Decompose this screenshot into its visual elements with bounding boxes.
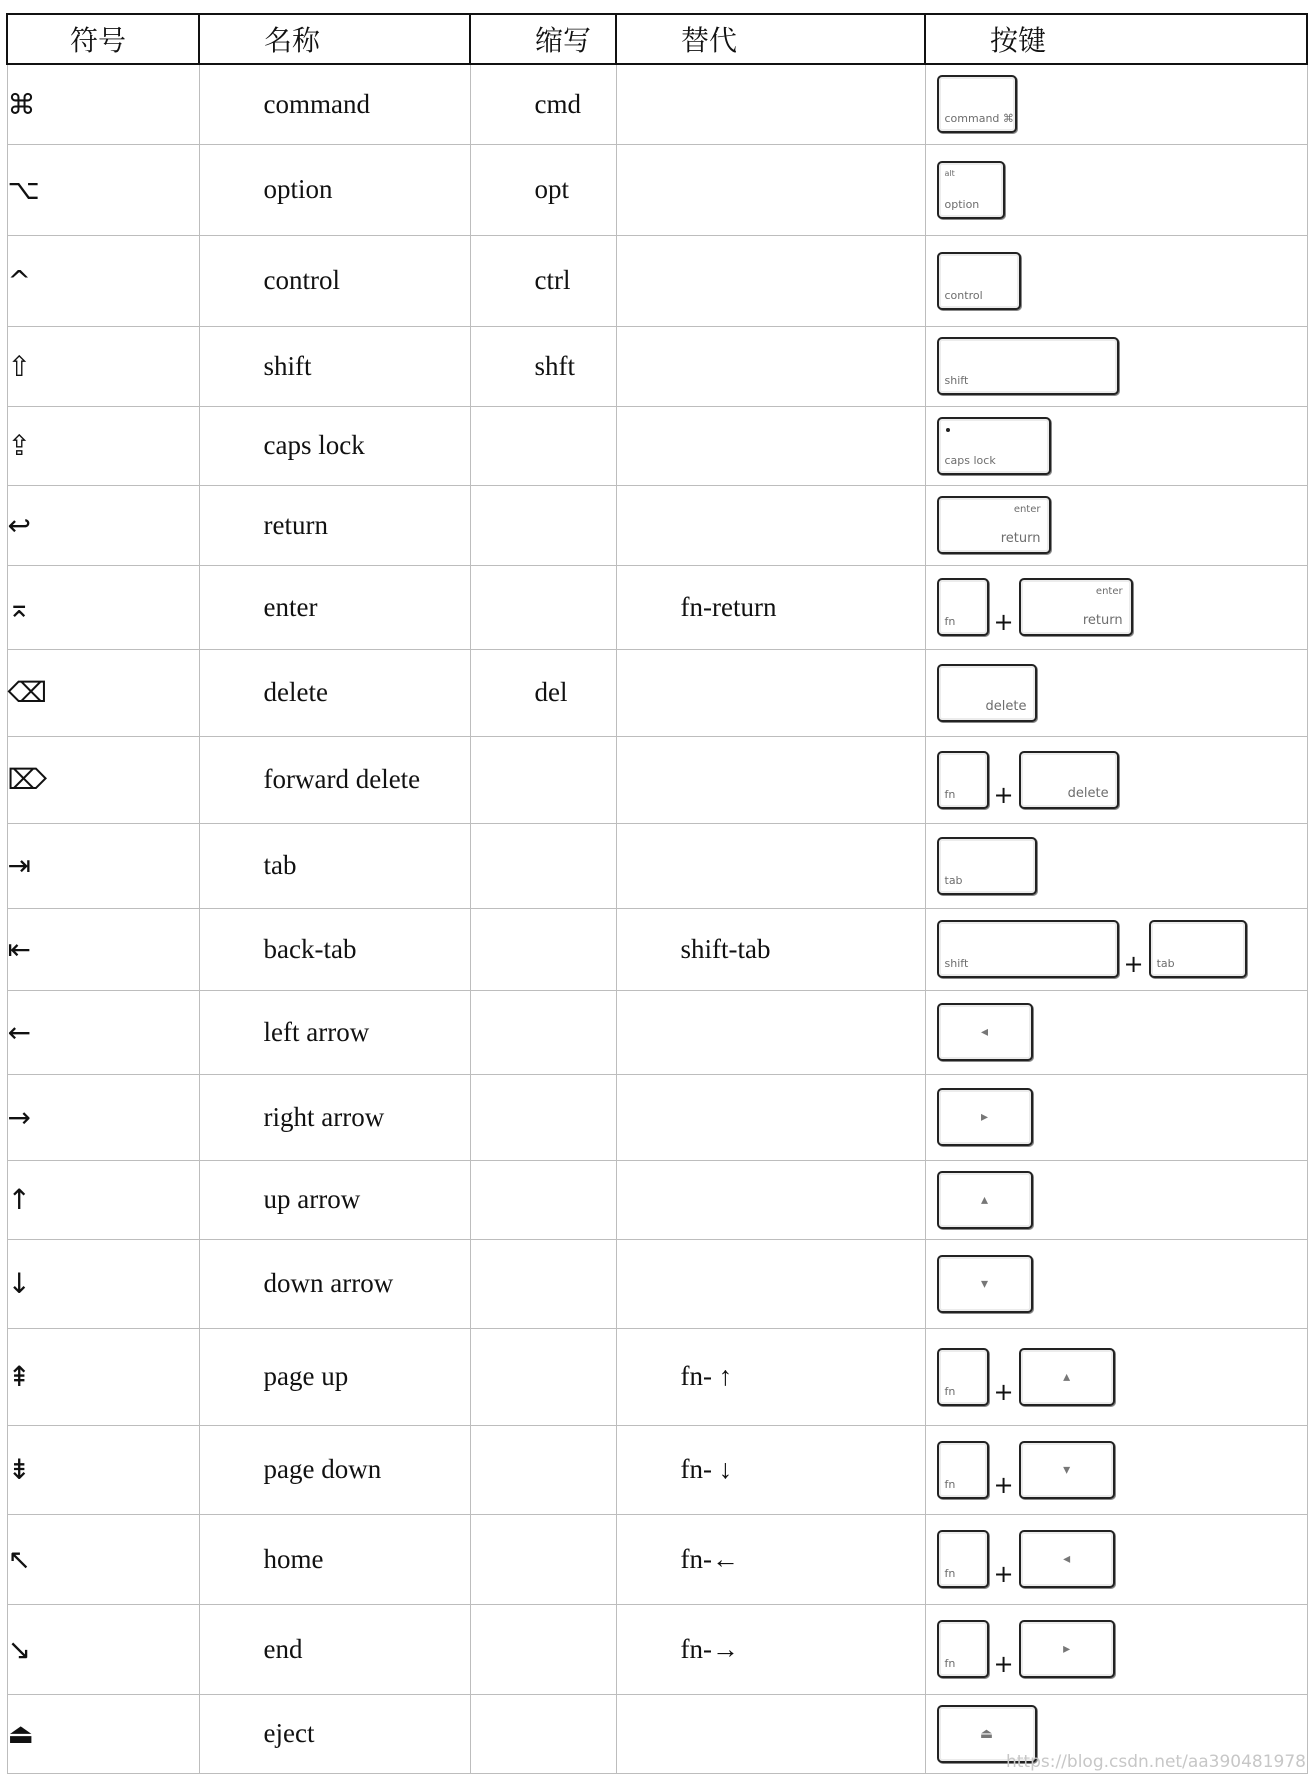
key-label: delete bbox=[985, 698, 1027, 714]
alt-cell: fn-→ bbox=[616, 1604, 925, 1694]
keycap-tab2 bbox=[1149, 920, 1247, 978]
abbr-cell bbox=[470, 1604, 616, 1694]
alt-cell: fn- ↓ bbox=[616, 1425, 925, 1514]
abbr-cell bbox=[470, 1239, 616, 1328]
table-row bbox=[7, 1239, 1307, 1328]
table-row bbox=[7, 1604, 1307, 1694]
keycap-del bbox=[1019, 751, 1119, 809]
key-label: tab bbox=[1156, 957, 1175, 970]
key-glyph-icon: ▾ bbox=[980, 1275, 989, 1292]
header-keys: 按键 bbox=[925, 14, 1307, 64]
key-combo bbox=[937, 664, 1307, 722]
key-label: delete bbox=[1067, 785, 1109, 801]
keycap-del bbox=[937, 664, 1037, 722]
key-label: return bbox=[1000, 531, 1041, 546]
table-row bbox=[7, 823, 1307, 908]
key-combo bbox=[937, 578, 1307, 636]
abbr-cell bbox=[470, 736, 616, 823]
key-top-label: enter bbox=[1095, 586, 1123, 597]
key-label: return bbox=[1082, 613, 1123, 628]
name-cell: up arrow bbox=[199, 1160, 470, 1239]
symbol-cell: ⇥ bbox=[7, 823, 199, 908]
key-combo bbox=[937, 75, 1307, 133]
keycap-tab bbox=[937, 837, 1037, 895]
keys-cell bbox=[925, 1074, 1307, 1160]
keys-cell bbox=[925, 736, 1307, 823]
table-row bbox=[7, 1328, 1307, 1425]
table-row bbox=[7, 144, 1307, 235]
key-glyph-icon: ◂ bbox=[980, 1024, 989, 1040]
keys-cell bbox=[925, 823, 1307, 908]
key-top-label: enter bbox=[1013, 504, 1041, 515]
key-label: control bbox=[944, 288, 983, 302]
keycap-opt bbox=[937, 161, 1005, 219]
alt-cell: fn- ↑ bbox=[616, 1328, 925, 1425]
keys-cell bbox=[925, 990, 1307, 1074]
name-cell: down arrow bbox=[199, 1239, 470, 1328]
key-combo bbox=[937, 417, 1307, 475]
table-header-row bbox=[7, 14, 1307, 64]
keys-cell bbox=[925, 144, 1307, 235]
keycap-arr bbox=[937, 1255, 1033, 1313]
abbr-cell bbox=[470, 565, 616, 649]
key-label: caps lock bbox=[944, 453, 996, 467]
symbol-cell: ⇞ bbox=[7, 1328, 199, 1425]
key-label: fn bbox=[944, 787, 956, 801]
name-cell: control bbox=[199, 235, 470, 326]
symbol-cell: ⇟ bbox=[7, 1425, 199, 1514]
key-label: fn bbox=[944, 1567, 956, 1580]
name-cell: back-tab bbox=[199, 908, 470, 990]
keys-cell bbox=[925, 326, 1307, 406]
symbol-cell: ⇪ bbox=[7, 406, 199, 485]
symbol-cell: ⇤ bbox=[7, 908, 199, 990]
alt-cell bbox=[616, 1239, 925, 1328]
keycap-fn bbox=[937, 1530, 989, 1588]
key-combo bbox=[937, 920, 1307, 978]
name-cell: page down bbox=[199, 1425, 470, 1514]
key-glyph-icon: ▴ bbox=[980, 1191, 989, 1208]
key-combo bbox=[937, 1003, 1307, 1061]
abbr-cell: del bbox=[470, 649, 616, 736]
keycap-shift bbox=[937, 920, 1119, 978]
keys-cell bbox=[925, 649, 1307, 736]
table-row bbox=[7, 736, 1307, 823]
keycap-arr bbox=[937, 1088, 1033, 1146]
name-cell: eject bbox=[199, 1694, 470, 1773]
alt-cell: fn-return bbox=[616, 565, 925, 649]
name-cell: home bbox=[199, 1514, 470, 1604]
table-row bbox=[7, 326, 1307, 406]
abbr-cell bbox=[470, 1514, 616, 1604]
name-cell: enter bbox=[199, 565, 470, 649]
key-combo bbox=[937, 1255, 1307, 1313]
abbr-cell bbox=[470, 990, 616, 1074]
key-label: shift bbox=[944, 957, 969, 970]
table-row bbox=[7, 1514, 1307, 1604]
alt-cell: shift-tab bbox=[616, 908, 925, 990]
symbol-cell: ⌘ bbox=[7, 64, 199, 144]
keycap-arr bbox=[1019, 1441, 1115, 1499]
key-combo bbox=[937, 252, 1307, 310]
key-combo bbox=[937, 337, 1307, 395]
keys-cell bbox=[925, 1514, 1307, 1604]
keys-cell bbox=[925, 908, 1307, 990]
alt-cell bbox=[616, 144, 925, 235]
key-glyph-icon: ▾ bbox=[1063, 1461, 1071, 1478]
abbr-cell bbox=[470, 485, 616, 565]
name-cell: option bbox=[199, 144, 470, 235]
key-glyph-icon: ▸ bbox=[980, 1109, 989, 1125]
watermark: https://blog.csdn.net/aa390481978 bbox=[1005, 1752, 1306, 1772]
abbr-cell: ctrl bbox=[470, 235, 616, 326]
key-label: tab bbox=[944, 873, 963, 887]
name-cell: left arrow bbox=[199, 990, 470, 1074]
keycap-fn bbox=[937, 1620, 989, 1678]
keycap-fn bbox=[937, 751, 989, 809]
header-alt: 替代 bbox=[616, 14, 925, 64]
key-top-label: alt bbox=[944, 168, 955, 178]
table-row bbox=[7, 649, 1307, 736]
symbol-cell: ↖ bbox=[7, 1514, 199, 1604]
abbr-cell bbox=[470, 1160, 616, 1239]
abbr-cell bbox=[470, 823, 616, 908]
alt-cell bbox=[616, 64, 925, 144]
key-label: command ⌘ bbox=[944, 112, 1014, 126]
key-combo bbox=[937, 1088, 1307, 1146]
alt-cell bbox=[616, 823, 925, 908]
table-row bbox=[7, 1074, 1307, 1160]
alt-cell bbox=[616, 736, 925, 823]
key-combo bbox=[937, 161, 1307, 219]
plus-sign: + bbox=[993, 1650, 1014, 1678]
keys-cell bbox=[925, 1604, 1307, 1694]
table-row bbox=[7, 1425, 1307, 1514]
table-row bbox=[7, 1160, 1307, 1239]
plus-sign: + bbox=[993, 1470, 1014, 1499]
name-cell: return bbox=[199, 485, 470, 565]
key-glyph-icon: ▴ bbox=[1063, 1368, 1071, 1385]
keycap-fn bbox=[937, 1441, 989, 1499]
plus-sign: + bbox=[1123, 950, 1144, 978]
name-cell: shift bbox=[199, 326, 470, 406]
table-row bbox=[7, 990, 1307, 1074]
keys-cell bbox=[925, 235, 1307, 326]
plus-sign: + bbox=[993, 780, 1014, 809]
abbr-cell: shft bbox=[470, 326, 616, 406]
symbol-cell: → bbox=[7, 1074, 199, 1160]
name-cell: caps lock bbox=[199, 406, 470, 485]
name-cell: tab bbox=[199, 823, 470, 908]
name-cell: right arrow bbox=[199, 1074, 470, 1160]
symbol-cell: ⌫ bbox=[7, 649, 199, 736]
key-label: fn bbox=[944, 1477, 956, 1491]
keys-cell bbox=[925, 406, 1307, 485]
alt-cell bbox=[616, 649, 925, 736]
symbol-cell: ↩ bbox=[7, 485, 199, 565]
symbol-cell: ^ bbox=[7, 235, 199, 326]
table-body bbox=[7, 64, 1307, 1773]
keycap-shift bbox=[937, 337, 1119, 395]
name-cell: end bbox=[199, 1604, 470, 1694]
keys-cell bbox=[925, 64, 1307, 144]
header-symbol: 符号 bbox=[7, 14, 199, 64]
table-row bbox=[7, 908, 1307, 990]
caps-indicator-icon bbox=[946, 428, 950, 432]
key-combo bbox=[937, 1171, 1307, 1229]
table-row bbox=[7, 406, 1307, 485]
keycap-fn bbox=[937, 578, 989, 636]
plus-sign: + bbox=[993, 1560, 1014, 1588]
symbol-cell: ↘ bbox=[7, 1604, 199, 1694]
keys-cell bbox=[925, 1160, 1307, 1239]
plus-sign: + bbox=[993, 608, 1014, 636]
keycap-ctl bbox=[937, 252, 1021, 310]
symbol-cell: ⇧ bbox=[7, 326, 199, 406]
symbol-cell: ⌦ bbox=[7, 736, 199, 823]
table-row bbox=[7, 235, 1307, 326]
abbr-cell bbox=[470, 1328, 616, 1425]
keycap-arr bbox=[937, 1003, 1033, 1061]
table-row bbox=[7, 485, 1307, 565]
keycap-arr bbox=[1019, 1620, 1115, 1678]
alt-cell bbox=[616, 990, 925, 1074]
keycap-fn bbox=[937, 1348, 989, 1406]
key-glyph-icon: ▸ bbox=[1063, 1641, 1071, 1657]
abbr-cell bbox=[470, 1425, 616, 1514]
symbol-cell: ⌥ bbox=[7, 144, 199, 235]
keycap-arr bbox=[937, 1171, 1033, 1229]
key-combo bbox=[937, 1348, 1307, 1406]
keycap-arr bbox=[1019, 1530, 1115, 1588]
key-combo bbox=[937, 1530, 1307, 1588]
symbol-cell: ↓ bbox=[7, 1239, 199, 1328]
abbr-cell bbox=[470, 1694, 616, 1773]
alt-cell bbox=[616, 235, 925, 326]
alt-cell bbox=[616, 406, 925, 485]
abbr-cell: cmd bbox=[470, 64, 616, 144]
alt-cell: fn-← bbox=[616, 1514, 925, 1604]
keycap-caps bbox=[937, 417, 1051, 475]
key-glyph-icon: ⏏ bbox=[979, 1725, 994, 1742]
key-combo bbox=[937, 1441, 1307, 1499]
key-combo bbox=[937, 751, 1307, 809]
key-combo bbox=[937, 1620, 1307, 1678]
name-cell: forward delete bbox=[199, 736, 470, 823]
key-combo bbox=[937, 837, 1307, 895]
abbr-cell: opt bbox=[470, 144, 616, 235]
key-glyph-icon: ◂ bbox=[1063, 1551, 1071, 1567]
keys-cell bbox=[925, 1239, 1307, 1328]
alt-cell bbox=[616, 326, 925, 406]
keys-cell bbox=[925, 565, 1307, 649]
alt-cell bbox=[616, 1160, 925, 1239]
header-abbr: 缩写 bbox=[470, 14, 616, 64]
abbr-cell bbox=[470, 406, 616, 485]
keyboard-symbol-table bbox=[6, 13, 1308, 1774]
key-combo bbox=[937, 496, 1307, 554]
header-name: 名称 bbox=[199, 14, 470, 64]
keys-cell bbox=[925, 1328, 1307, 1425]
key-label: fn bbox=[944, 1657, 956, 1670]
key-label: fn bbox=[944, 615, 956, 628]
keys-cell bbox=[925, 1425, 1307, 1514]
abbr-cell bbox=[470, 908, 616, 990]
table-row bbox=[7, 64, 1307, 144]
alt-cell bbox=[616, 1694, 925, 1773]
alt-cell bbox=[616, 485, 925, 565]
keycap-ret bbox=[937, 496, 1051, 554]
key-label: option bbox=[944, 197, 980, 211]
key-label: shift bbox=[944, 374, 969, 387]
keycap-cmd bbox=[937, 75, 1017, 133]
name-cell: page up bbox=[199, 1328, 470, 1425]
keycap-arr bbox=[1019, 1348, 1115, 1406]
abbr-cell bbox=[470, 1074, 616, 1160]
key-label: fn bbox=[944, 1384, 956, 1398]
symbol-cell: ↑ bbox=[7, 1160, 199, 1239]
plus-sign: + bbox=[993, 1377, 1014, 1406]
symbol-cell: ← bbox=[7, 990, 199, 1074]
keycap-ent2 bbox=[1019, 578, 1133, 636]
alt-cell bbox=[616, 1074, 925, 1160]
symbol-cell: ⌅ bbox=[7, 565, 199, 649]
table-row bbox=[7, 565, 1307, 649]
keys-cell bbox=[925, 485, 1307, 565]
name-cell: delete bbox=[199, 649, 470, 736]
symbol-cell: ⏏ bbox=[7, 1694, 199, 1773]
name-cell: command bbox=[199, 64, 470, 144]
